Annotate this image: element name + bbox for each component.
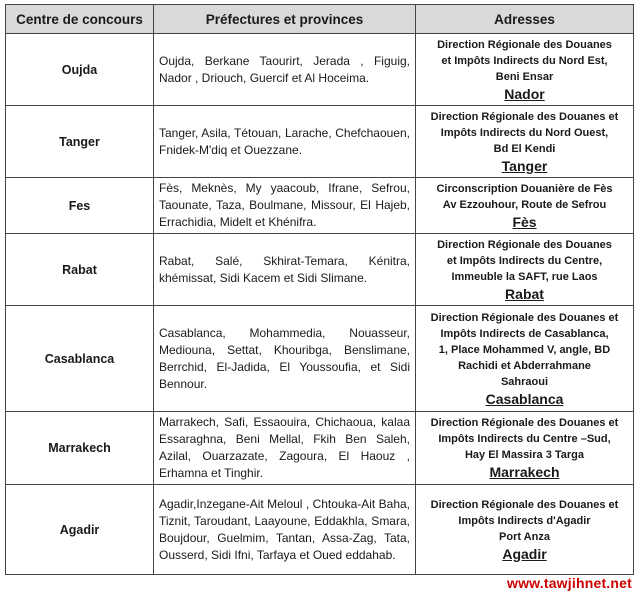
address-line: Impôts Indirects du Centre –Sud, bbox=[438, 433, 611, 445]
header-centre: Centre de concours bbox=[6, 5, 154, 34]
address-line: Sahraoui bbox=[500, 375, 549, 388]
centre-name: Casablanca bbox=[6, 306, 154, 412]
address-cell bbox=[416, 234, 634, 306]
address-line: Direction Régionale des Douanes et bbox=[430, 417, 619, 429]
provinces-list: Fès, Meknès, My yaacoub, Ifrane, Sefrou, Taounate, Taza, Boulmane, Missour, El Hajeb, Errachidia, Midelt et Khénifra. bbox=[154, 178, 416, 234]
provinces-list: Marrakech, Safi, Essaouira, Chichaoua, kalaa Essaraghna, Beni Mellal, Fkih Ben Saleh, Azilal, Ouarzazate, Zagoura, El Haouz , Erhamna et Tinghir. bbox=[154, 412, 416, 485]
table-row bbox=[6, 34, 634, 106]
table-header-row bbox=[6, 5, 634, 34]
address-cell bbox=[416, 412, 634, 485]
address-line: Direction Régionale des Douanes bbox=[437, 238, 612, 251]
address-cell bbox=[416, 178, 634, 234]
table-row bbox=[6, 412, 634, 485]
address-cell bbox=[416, 485, 634, 575]
table-row bbox=[6, 234, 634, 306]
address-line: Impôts Indirects de Casablanca, bbox=[440, 327, 609, 340]
header-provinces: Préfectures et provinces bbox=[154, 5, 416, 34]
address-cell bbox=[416, 306, 634, 412]
address-line: Direction Régionale des Douanes et bbox=[430, 311, 619, 324]
centre-name: Agadir bbox=[6, 485, 154, 575]
address-line: Direction Régionale des Douanes et bbox=[430, 110, 619, 123]
address-line: Bd El Kendi bbox=[493, 142, 556, 155]
provinces-list: Rabat, Salé, Skhirat-Temara, Kénitra, khémissat, Sidi Kacem et Sidi Slimane. bbox=[154, 234, 416, 306]
address-line: Av Ezzouhour, Route de Sefrou bbox=[442, 198, 607, 211]
address-line: Port Anza bbox=[499, 530, 550, 543]
header-address: Adresses bbox=[416, 5, 634, 34]
address-line: Circonscription Douanière de Fès bbox=[436, 182, 613, 195]
table-row bbox=[6, 106, 634, 178]
address-line: Direction Régionale des Douanes et bbox=[430, 498, 619, 511]
provinces-list: Agadir,Inzegane-Ait Meloul , Chtouka-Ait Baha, Tiznit, Taroudant, Laayoune, Eddakhla, Smara, Boujdour, Guelmim, Tantan, Assa-Zag, Tata, Ousserd, Sidi Ifni, Tarfaya et Oued eddahab. bbox=[154, 485, 416, 575]
address-city: Agadir bbox=[502, 545, 547, 562]
address-city: Fès bbox=[512, 213, 537, 230]
address-line: Impôts Indirects du Nord Ouest, bbox=[440, 126, 609, 139]
address-line: Immeuble la SAFT, rue Laos bbox=[451, 270, 598, 283]
centre-name: Marrakech bbox=[6, 412, 154, 485]
table-row bbox=[6, 178, 634, 234]
address-line: Rachidi et Abderrahmane bbox=[458, 359, 591, 372]
provinces-list: Casablanca, Mohammedia, Nouasseur, Mediouna, Settat, Khouribga, Benslimane, Berrchid, El-Jadida, El Youssoufia, et Sidi Bennour. bbox=[154, 306, 416, 412]
address-line: Hay El Massira 3 Targa bbox=[464, 449, 585, 461]
address-cell bbox=[416, 34, 634, 106]
address-city: Casablanca bbox=[485, 390, 564, 407]
table-row bbox=[6, 306, 634, 412]
address-city: Rabat bbox=[505, 285, 544, 302]
address-city: Nador bbox=[504, 85, 545, 102]
address-cell bbox=[416, 106, 634, 178]
address-city: Tanger bbox=[501, 157, 548, 174]
address-city: Marrakech bbox=[489, 464, 560, 480]
table-row bbox=[6, 485, 634, 575]
address-line: Direction Régionale des Douanes bbox=[437, 38, 612, 51]
address-line: 1, Place Mohammed V, angle, BD bbox=[438, 343, 611, 356]
centre-name: Tanger bbox=[6, 106, 154, 178]
site-watermark: www.tawjihnet.net bbox=[507, 575, 632, 591]
provinces-list: Oujda, Berkane Taourirt, Jerada , Figuig, Nador , Driouch, Guercif et Al Hoceima. bbox=[154, 34, 416, 106]
address-line: Impôts Indirects d'Agadir bbox=[458, 514, 591, 527]
address-line: et Impôts Indirects du Centre, bbox=[446, 254, 603, 267]
address-line: et Impôts Indirects du Nord Est, bbox=[441, 54, 608, 67]
centres-table bbox=[5, 4, 634, 575]
centre-name: Rabat bbox=[6, 234, 154, 306]
provinces-list: Tanger, Asila, Tétouan, Larache, Chefchaouen, Fnidek-M'diq et Ouezzane. bbox=[154, 106, 416, 178]
centre-name: Fes bbox=[6, 178, 154, 234]
centre-name: Oujda bbox=[6, 34, 154, 106]
address-line: Beni Ensar bbox=[495, 70, 554, 83]
